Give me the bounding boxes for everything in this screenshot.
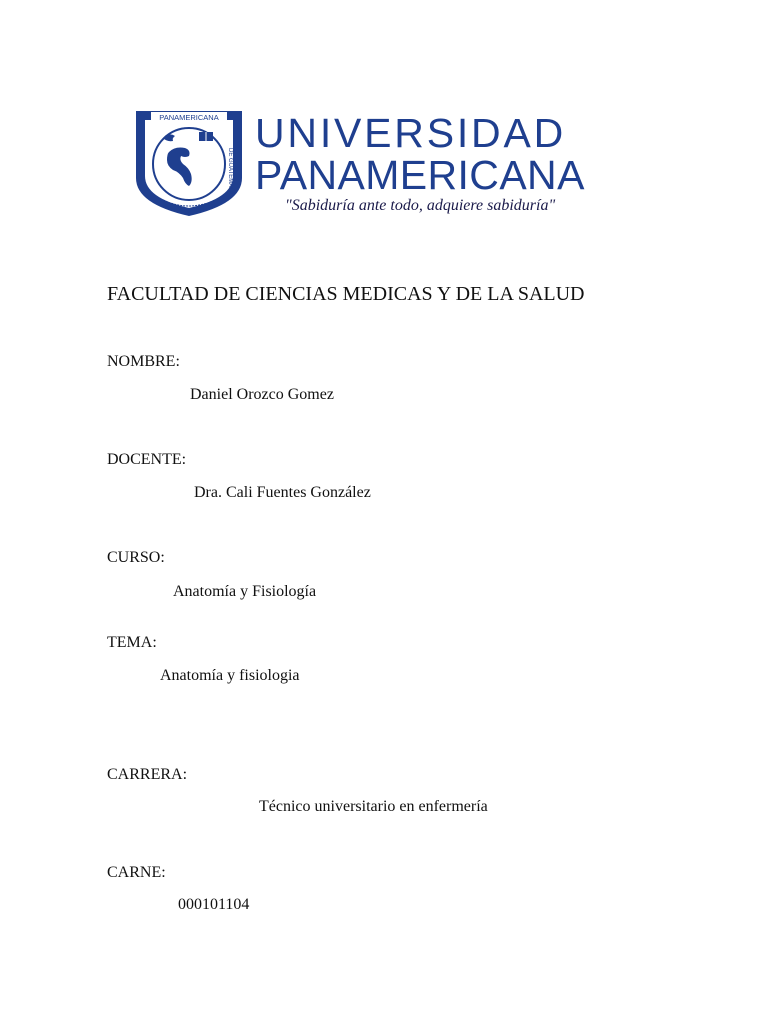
docente-label: DOCENTE: — [107, 451, 187, 468]
tema-value: Anatomía y fisiologia — [160, 667, 300, 684]
carrera-label: CARRERA: — [107, 766, 188, 783]
nombre-value: Daniel Orozco Gomez — [190, 386, 334, 403]
university-seal-icon — [133, 108, 245, 218]
svg-text:PANAMERICANA: PANAMERICANA — [159, 113, 219, 122]
carne-value: 000101104 — [178, 896, 250, 913]
university-logo — [133, 108, 653, 218]
carne-label: CARNE: — [107, 864, 166, 881]
tema-label: TEMA: — [107, 634, 157, 651]
svg-text:DE GUATEMALA: DE GUATEMALA — [227, 148, 233, 195]
university-motto: "Sabiduría ante todo, adquiere sabiduría" — [285, 197, 556, 214]
curso-value: Anatomía y Fisiología — [173, 583, 317, 600]
docente-value: Dra. Cali Fuentes González — [194, 484, 371, 501]
university-name-line2: PANAMERICANA — [255, 152, 585, 198]
university-name-line1: UNIVERSIDAD — [255, 110, 567, 156]
carrera-value: Técnico universitario en enfermería — [259, 798, 488, 815]
nombre-label: NOMBRE: — [107, 353, 180, 370]
faculty-heading: FACULTAD DE CIENCIAS MEDICAS Y DE LA SALUD — [107, 283, 585, 305]
curso-label: CURSO: — [107, 549, 165, 566]
university-wordmark — [255, 112, 645, 215]
